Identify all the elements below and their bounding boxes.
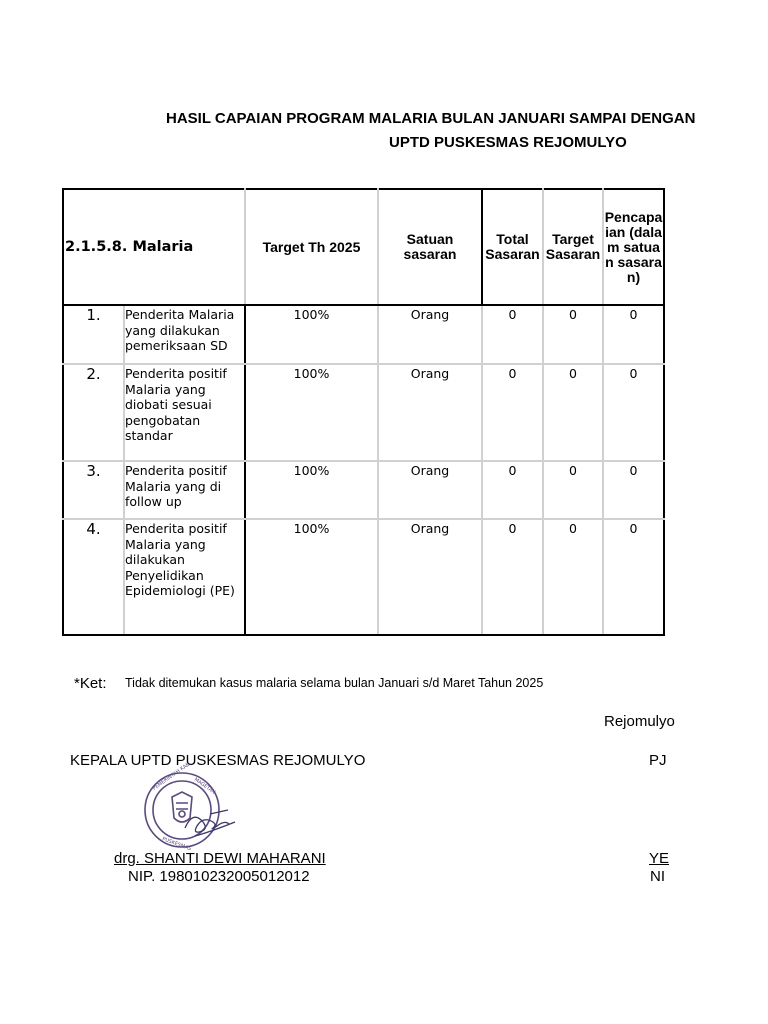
header-target-th: Target Th 2025 [245, 189, 378, 305]
row-number: 4. [63, 519, 124, 635]
row-target: 100% [245, 461, 378, 519]
official-stamp-icon [140, 760, 260, 860]
row-pencapaian: 0 [603, 519, 664, 635]
row-description: Penderita positif Malaria yang di follow up [124, 461, 245, 519]
row-target: 100% [245, 305, 378, 364]
section-title [63, 189, 245, 305]
row-description: Penderita positif Malaria yang dilakukan Penyelidikan Epidemiologi (PE) [124, 519, 245, 635]
row-number: 1. [63, 305, 124, 364]
row-target-sasaran: 0 [543, 305, 603, 364]
row-description: Penderita Malaria yang dilakukan pemeriksaan SD [124, 305, 245, 364]
table-header-row [63, 189, 664, 305]
signature-left-title: KEPALA UPTD PUSKESMAS REJOMULYO [70, 752, 366, 769]
row-satuan: Orang [378, 364, 482, 461]
signature-left-nip: NIP. 198010232005012012 [128, 868, 310, 885]
section-title-text: 2.1.5.8. Malaria [65, 238, 194, 255]
report-title: HASIL CAPAIAN PROGRAM MALARIA BULAN JANUARI SAMPAI DENGAN [166, 110, 696, 127]
row-pencapaian: 0 [603, 461, 664, 519]
row-target-sasaran: 0 [543, 461, 603, 519]
note-label: *Ket: [74, 675, 107, 692]
program-table [62, 188, 665, 636]
signature-right-title: PJ [649, 752, 667, 769]
row-pencapaian: 0 [603, 364, 664, 461]
header-total: Total Sasaran [482, 189, 543, 305]
signature-right-name: YE [649, 850, 670, 867]
svg-text:PEMERINTAH KAB.: PEMERINTAH KAB. [151, 760, 193, 792]
row-pencapaian: 0 [603, 305, 664, 364]
row-satuan: Orang [378, 305, 482, 364]
signature-right-nip: NI [650, 868, 665, 885]
row-target: 100% [245, 364, 378, 461]
row-total: 0 [482, 519, 543, 635]
table-row [63, 519, 664, 635]
row-satuan: Orang [378, 519, 482, 635]
signature-left-name: drg. SHANTI DEWI MAHARANI [114, 850, 326, 867]
note-text: Tidak ditemukan kasus malaria selama bulan Januari s/d Maret Tahun 2025 [125, 676, 544, 690]
table-row [63, 364, 664, 461]
header-satuan: Satuan sasaran [378, 189, 482, 305]
signature-place: Rejomulyo [604, 713, 675, 730]
report-subtitle: UPTD PUSKESMAS REJOMULYO [389, 134, 627, 151]
header-target-sasaran: Target Sasaran [543, 189, 603, 305]
svg-text:PUSKESMAS: PUSKESMAS [161, 836, 192, 853]
table-row [63, 461, 664, 519]
row-description: Penderita positif Malaria yang diobati sesuai pengobatan standar [124, 364, 245, 461]
table-row [63, 305, 664, 364]
svg-text:MAGETAN: MAGETAN [192, 776, 217, 796]
row-number: 2. [63, 364, 124, 461]
row-total: 0 [482, 364, 543, 461]
header-pencapaian: Pencapaian (dalam satuan sasaran) [603, 189, 664, 305]
row-target-sasaran: 0 [543, 519, 603, 635]
row-total: 0 [482, 305, 543, 364]
row-number: 3. [63, 461, 124, 519]
row-target-sasaran: 0 [543, 364, 603, 461]
row-target: 100% [245, 519, 378, 635]
row-total: 0 [482, 461, 543, 519]
row-satuan: Orang [378, 461, 482, 519]
